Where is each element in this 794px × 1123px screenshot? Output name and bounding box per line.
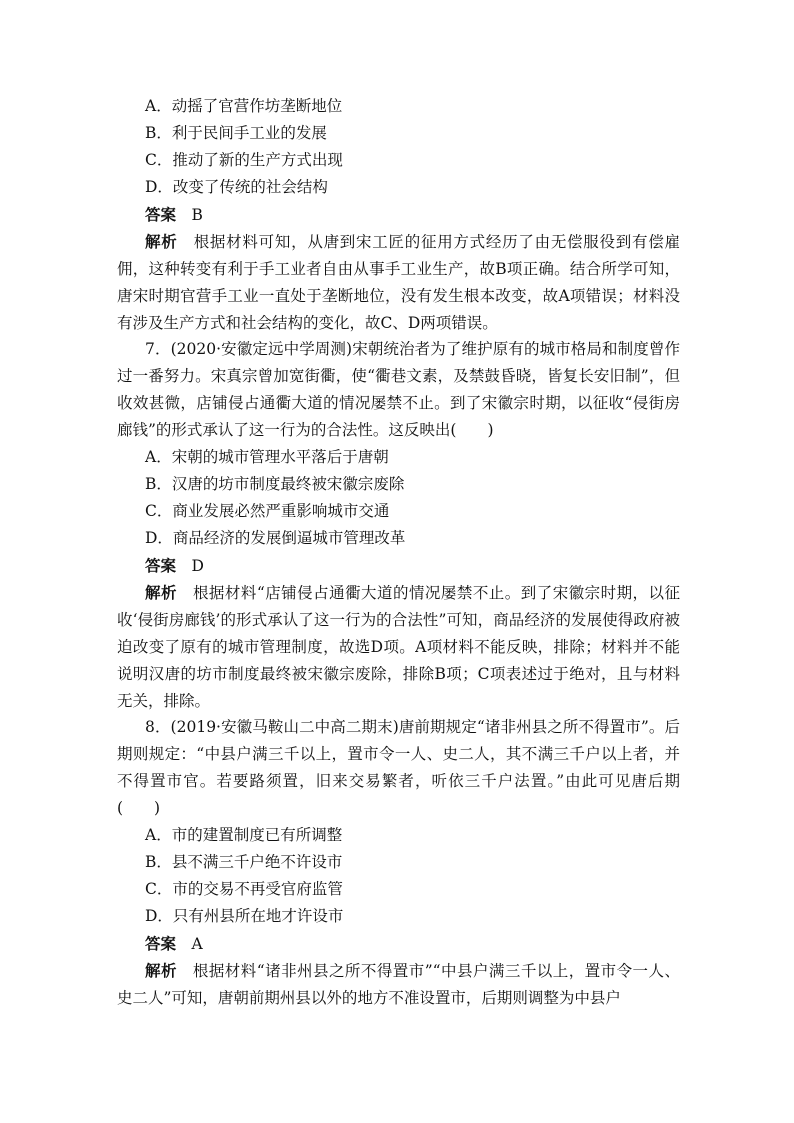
q6-option-a: A．动摇了官营作坊垄断地位 bbox=[145, 97, 343, 115]
answer-value: B bbox=[191, 206, 203, 224]
q6-option-c: C．推动了新的生产方式出现 bbox=[145, 151, 343, 169]
q7-option-a: A．宋朝的城市管理水平落后于唐朝 bbox=[145, 448, 389, 466]
answer-value: D bbox=[191, 557, 204, 575]
answer-label: 答案 bbox=[145, 205, 177, 224]
analysis-text: 根据材料“诸非州县之所不得置市”“中县户满三千以上，置市令一人、史二人”可知，唐朝前期州县以外的地方不准设置市，后期则调整为中县户 bbox=[117, 962, 680, 1007]
q8-analysis bbox=[117, 957, 680, 1012]
q8-option-d: D．只有州县所在地才许设市 bbox=[145, 907, 344, 925]
q7-analysis bbox=[117, 579, 680, 715]
q6-answer bbox=[145, 201, 203, 229]
q8-answer bbox=[145, 930, 203, 958]
q8-stem: 8．(2019·安徽马鞍山二中高二期末)唐前期规定“诸非州县之所不得置市”。后期则规定：“中县户满三千以上，置市令一人、史二人，其不满三千户以上者，并不得置市官。若要路须置，旧来交易繁者，听依三千户法置。”由此可见唐后期( ) bbox=[117, 718, 680, 817]
q8-option-a: A．市的建置制度已有所调整 bbox=[145, 826, 343, 844]
analysis-text: 根据材料“店铺侵占通衢大道的情况屡禁不止。到了宋徽宗时期，以征收‘侵街房廊钱’的形式承认了这一行为的合法性”可知，商品经济的发展使得政府被迫改变了原有的城市管理制度，故选D项。A项材料不能反映，排除；材料并不能说明汉唐的坊市制度最终被宋徽宗废除，排除B项；C项表述过于绝对，且与材料无关，排除。 bbox=[117, 584, 680, 710]
q7-stem: 7．(2020·安徽定远中学周测)宋朝统治者为了维护原有的城市格局和制度曾作过一番努力。宋真宗曾加宽街衢，使“衢巷文素，及禁鼓昏晓，皆复长安旧制”，但收效甚微，店铺侵占通衢大道的情况屡禁不止。到了宋徽宗时期，以征收“侵街房廊钱”的形式承认了这一行为的合法性。这反映出( ) bbox=[117, 340, 680, 439]
q6-option-b: B．利于民间手工业的发展 bbox=[145, 124, 327, 142]
analysis-text: 根据材料可知，从唐到宋工匠的征用方式经历了由无偿服役到有偿雇佣，这种转变有利于手工业者自由从事手工业生产，故B项正确。结合所学可知，唐宋时期官营手工业一直处于垄断地位，没有发生根本改变，故A项错误；材料没有涉及生产方式和社会结构的变化，故C、D两项错误。 bbox=[117, 233, 680, 332]
q7-answer bbox=[145, 552, 204, 580]
q7-option-d: D．商品经济的发展倒逼城市管理改革 bbox=[145, 529, 406, 547]
q7-option-b: B．汉唐的坊市制度最终被宋徽宗废除 bbox=[145, 475, 405, 493]
answer-label: 答案 bbox=[145, 556, 177, 575]
answer-label: 答案 bbox=[145, 934, 177, 953]
analysis-label: 解析 bbox=[145, 232, 178, 251]
q6-option-d: D．改变了传统的社会结构 bbox=[145, 178, 328, 196]
analysis-label: 解析 bbox=[145, 583, 177, 602]
q6-analysis bbox=[117, 228, 680, 337]
answer-value: A bbox=[191, 935, 203, 953]
q8-option-c: C．市的交易不再受官府监管 bbox=[145, 880, 343, 898]
q7-option-c: C．商业发展必然严重影响城市交通 bbox=[145, 502, 390, 520]
q8-option-b: B．县不满三千户绝不许设市 bbox=[145, 853, 343, 871]
analysis-label: 解析 bbox=[145, 961, 177, 980]
